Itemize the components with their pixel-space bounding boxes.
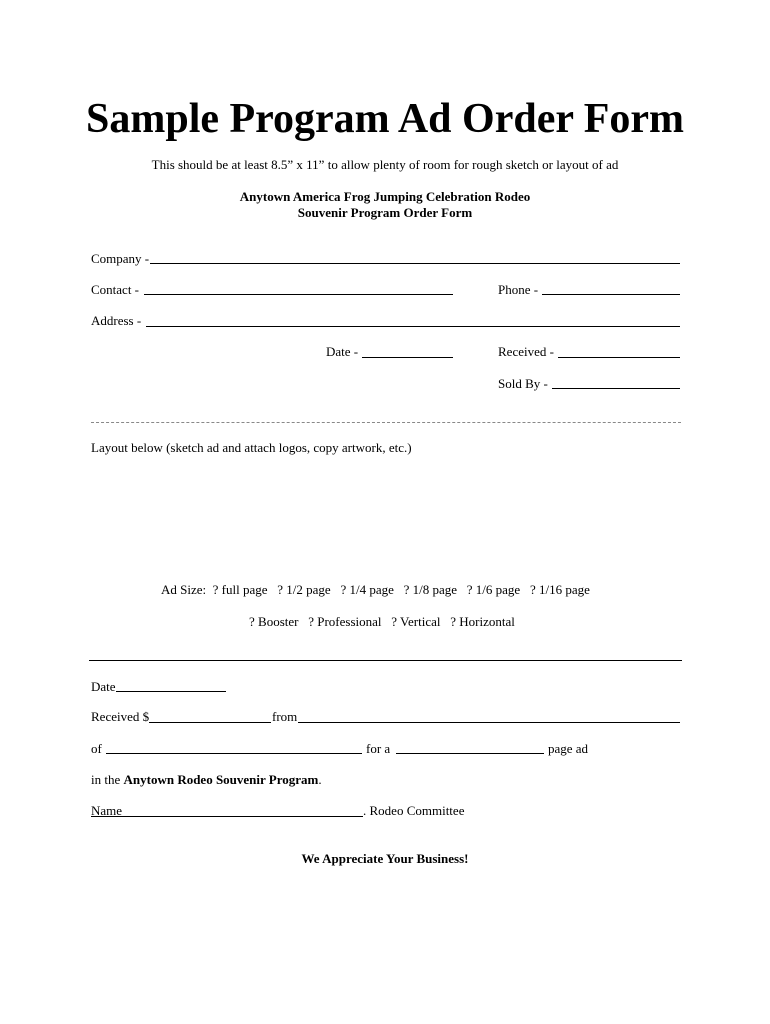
received-label: Received -	[498, 344, 554, 359]
event-name: Anytown America Frog Jumping Celebration Rodeo	[239, 189, 531, 204]
receipt-from-label: from	[272, 709, 298, 724]
form-name: Souvenir Program Order Form	[297, 205, 473, 220]
receipt-for-a-label: for a	[366, 741, 391, 756]
receipt-page-ad-label: page ad	[548, 741, 589, 756]
address-label: Address -	[91, 313, 142, 328]
company-field[interactable]	[150, 263, 680, 264]
received-field[interactable]	[558, 357, 680, 358]
receipt-name-field[interactable]	[91, 816, 363, 817]
ad-size-half-page[interactable]: ? 1/2 page	[277, 582, 331, 597]
receipt-of-field[interactable]	[106, 753, 362, 754]
receipt-received-label: Received $	[91, 709, 150, 724]
sold-by-field[interactable]	[552, 388, 680, 389]
receipt-amount-field[interactable]	[149, 722, 271, 723]
ad-type-vertical[interactable]: ? Vertical	[391, 614, 441, 629]
receipt-name-label: Name	[91, 803, 123, 818]
ad-type-booster[interactable]: ? Booster	[249, 614, 299, 629]
receipt-program-name: Anytown Rodeo Souvenir Program	[123, 772, 319, 787]
dotted-divider	[91, 422, 681, 423]
receipt-date-label: Date	[91, 679, 116, 694]
date-label: Date -	[326, 344, 359, 359]
solid-divider	[89, 660, 682, 661]
receipt-program-line	[91, 772, 322, 788]
date-field[interactable]	[362, 357, 453, 358]
receipt-ad-size-field[interactable]	[396, 753, 544, 754]
ad-size-quarter-page[interactable]: ? 1/4 page	[340, 582, 394, 597]
subtitle-instructions: This should be at least 8.5” x 11” to allow plenty of room for rough sketch or layout of ad	[151, 157, 619, 172]
contact-label: Contact -	[91, 282, 140, 297]
layout-note: Layout below (sketch ad and attach logos, copy artwork, etc.)	[91, 440, 412, 455]
ad-size-row	[161, 582, 590, 598]
ad-size-eighth-page[interactable]: ? 1/8 page	[403, 582, 458, 597]
sold-by-label: Sold By -	[498, 376, 548, 391]
closing-message: We Appreciate Your Business!	[301, 851, 469, 866]
ad-size-sixth-page[interactable]: ? 1/6 page	[466, 582, 521, 597]
phone-field[interactable]	[542, 294, 680, 295]
receipt-committee-label: . Rodeo Committee	[363, 803, 465, 818]
ad-size-full-page[interactable]: ? full page	[212, 582, 268, 597]
page-title: Sample Program Ad Order Form	[85, 96, 685, 142]
ad-type-row	[249, 614, 515, 630]
ad-type-horizontal[interactable]: ? Horizontal	[450, 614, 515, 629]
ad-size-sixteenth-page[interactable]: ? 1/16 page	[529, 582, 590, 597]
receipt-from-field[interactable]	[298, 722, 680, 723]
ad-type-professional[interactable]: ? Professional	[308, 614, 382, 629]
ad-size-label: Ad Size:	[161, 582, 207, 597]
receipt-period: .	[318, 772, 322, 787]
company-label: Company -	[91, 251, 150, 266]
address-field[interactable]	[146, 326, 680, 327]
receipt-date-field[interactable]	[116, 691, 226, 692]
receipt-in-the: in the	[91, 772, 121, 787]
contact-field[interactable]	[144, 294, 453, 295]
phone-label: Phone -	[498, 282, 539, 297]
receipt-of-label: of	[91, 741, 102, 756]
